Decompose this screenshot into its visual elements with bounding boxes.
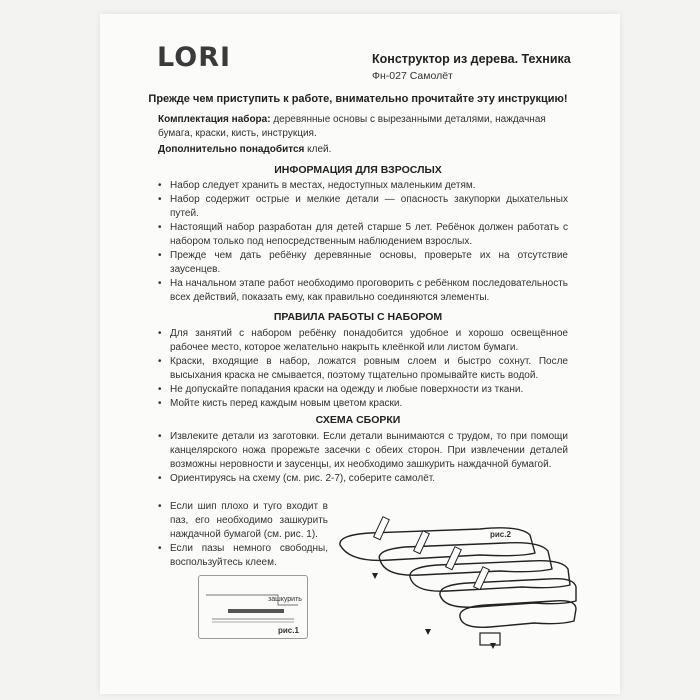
brand-logo: LORI <box>157 42 232 73</box>
list-item: • Если пазы немного свободны, воспользуйтесь клеем. <box>158 542 328 570</box>
list-item: • Не допускайте попадания краски на одежду и любые поверхности из ткани. <box>158 383 568 397</box>
assembly-list <box>158 430 568 486</box>
list-item: • Ориентируясь на схему (см. рис. 2-7), соберите самолёт. <box>158 472 568 486</box>
list-item: • Настоящий набор разработан для детей старше 5 лет. Ребёнок должен работать с набором только под непосредственным наблюдением взрослых. <box>158 221 568 249</box>
figure-1-label: рис.1 <box>278 626 299 635</box>
list-item: • Набор содержит острые и мелкие детали — опасность закупорки дыхательных путей. <box>158 193 568 221</box>
figure-1-note: зашкурить <box>268 596 302 603</box>
list-item: • Мойте кисть перед каждым новым цветом краски. <box>158 397 568 411</box>
adults-heading: ИНФОРМАЦИЯ ДЛЯ ВЗРОСЛЫХ <box>274 164 442 176</box>
extra-text: клей. <box>304 144 332 155</box>
list-item: • Если шип плохо и туго входит в паз, его необходимо зашкурить наждачной бумагой (см. рис. 1). <box>158 500 328 542</box>
kit-text: деревянные основы с вырезанными деталями, наждачная бумага, краски, кисть, инструкция. <box>158 114 546 139</box>
list-item: • Краски, входящие в набор, ложатся ровным слоем и быстро сохнут. После высыхания краска не смывается, поэтому тщательно промывайте кисть водой. <box>158 355 568 383</box>
list-item: • Для занятий с набором ребёнку понадобится удобное и хорошо освещённое рабочее место, которое желательно накрыть клеёнкой или листом бумаги. <box>158 327 568 355</box>
product-title: Конструктор из дерева. Техника <box>372 52 571 66</box>
assembly-heading: СХЕМА СБОРКИ <box>315 414 401 426</box>
rules-heading: ПРАВИЛА РАБОТЫ С НАБОРОМ <box>273 311 443 323</box>
rules-list <box>158 327 568 411</box>
adults-list <box>158 179 568 305</box>
kit-contents <box>158 113 568 141</box>
list-item: • Извлеките детали из заготовки. Если детали вынимаются с трудом, то при помощи канцелярского ножа прорежьте засечки с обеих сторон. При извлечении деталей возможны неровности и заусенцы, их необходимо зашкурить наждачной бумагой. <box>158 430 568 472</box>
assembly-tips <box>158 500 328 570</box>
list-item: • Набор следует хранить в местах, недоступных маленьким детям. <box>158 179 568 193</box>
extra-required <box>158 143 568 157</box>
list-item: • Прежде чем дать ребёнку деревянные основы, проверьте их на отсутствие заусенцев. <box>158 249 568 277</box>
list-item: • На начальном этапе работ необходимо проговорить с ребёнком последовательность всех действий, показать ему, как правильно соединяются элементы. <box>158 277 568 305</box>
extra-label: Дополнительно понадобится <box>158 144 305 155</box>
product-code: Фн-027 Самолёт <box>372 70 453 82</box>
warning-text: Прежде чем приступить к работе, внимательно прочитайте эту инструкцию! <box>148 93 568 105</box>
figure-2-label: рис.2 <box>490 530 511 539</box>
figure-2-drawing <box>330 505 580 655</box>
kit-label: Комплектация набора: <box>158 114 271 125</box>
